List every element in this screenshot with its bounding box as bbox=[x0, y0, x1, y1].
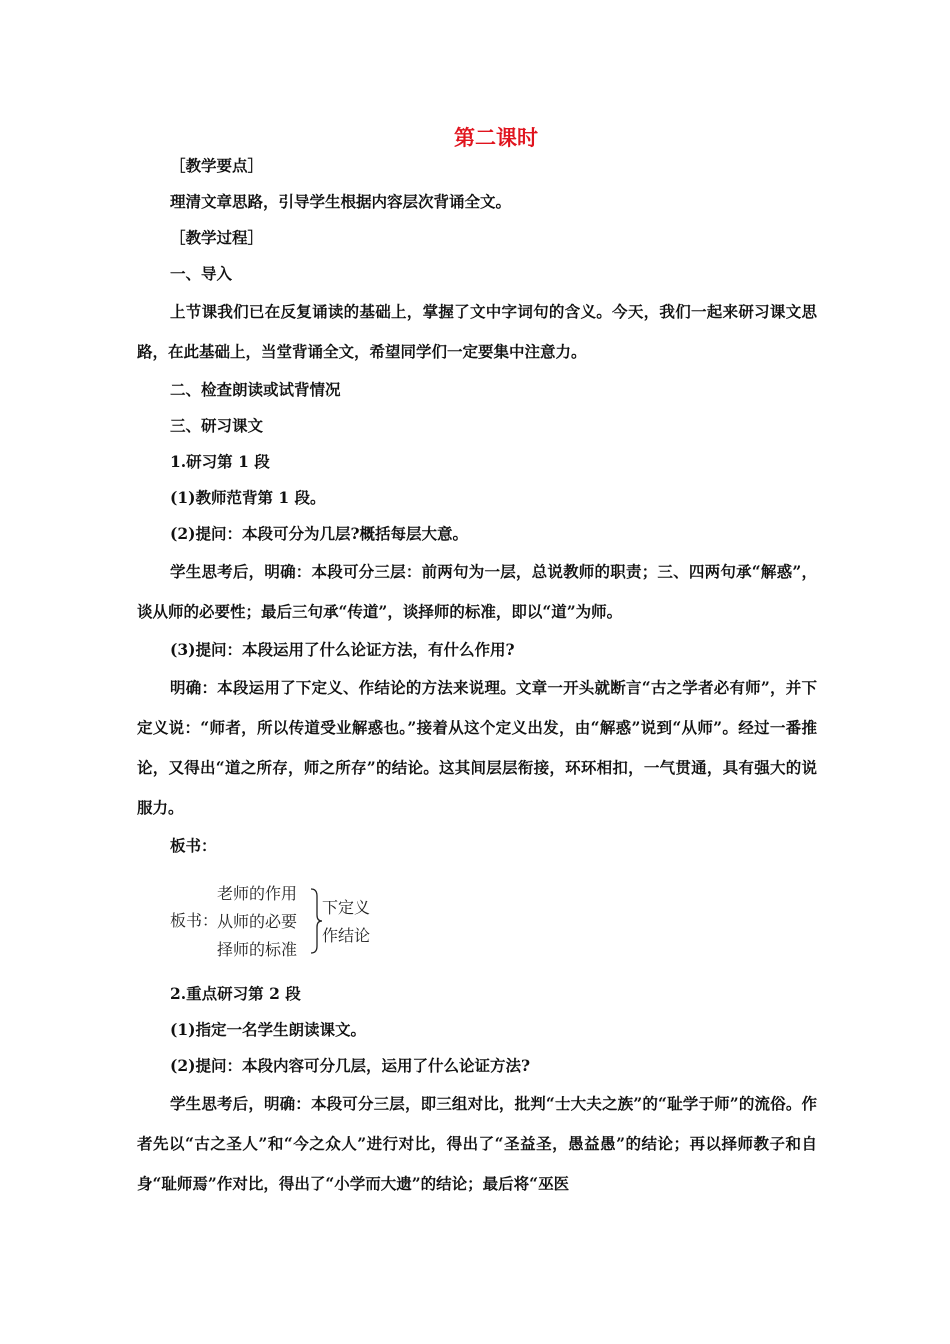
sub2-item1: (1)指定一名学生朗读课文。 bbox=[170, 1020, 366, 1039]
board-method: 下定义 bbox=[322, 898, 371, 917]
board-items bbox=[217, 880, 297, 964]
sub2-item2: (2)提问：本段内容可分几层，运用了什么论证方法? bbox=[170, 1056, 531, 1075]
blackboard-diagram bbox=[137, 868, 817, 972]
part1-heading: 一、导入 bbox=[170, 264, 233, 283]
part2-heading: 二、检查朗读或试背情况 bbox=[170, 380, 341, 399]
sub1-item2: (2)提问：本段可分为几层?概括每层大意。 bbox=[170, 524, 469, 543]
sub1-answer3: 明确：本段运用了下定义、作结论的方法来说理。文章一开头就断言“古之学者必有师”，并下定义说：“师者，所以传道受业解惑也。”接着从这个定义出发，由“解惑”说到“从师”。经过一番推论，又得出“道之所存，师之所存”的结论。这其间层层衔接，环环相扣，一气贯通，具有强大的说服力。 bbox=[137, 678, 817, 817]
board-item: 择师的标准 bbox=[217, 940, 298, 959]
board-methods bbox=[322, 894, 370, 950]
page-title: 第二课时 bbox=[454, 125, 538, 150]
teaching-points-label: ［教学要点］ bbox=[170, 156, 264, 175]
sub1-answer2: 学生思考后，明确：本段可分三层：前两句为一层，总说教师的职责；三、四两句承“解惑”，谈从师的必要性；最后三句承“传道”，谈择师的标准，即以“道”为师。 bbox=[137, 562, 817, 621]
right-brace-icon bbox=[309, 888, 323, 954]
board-method: 作结论 bbox=[322, 926, 371, 945]
part1-paragraph: 上节课我们已在反复诵读的基础上，掌握了文中字词句的含义。今天，我们一起来研习课文思路，在此基础上，当堂背诵全文，希望同学们一定要集中注意力。 bbox=[137, 302, 817, 361]
sub2-heading: 2.重点研习第 2 段 bbox=[170, 984, 301, 1003]
board-item: 从师的必要 bbox=[217, 912, 298, 931]
board-lead-text: 板书： bbox=[170, 911, 219, 930]
teaching-points-text: 理清文章思路，引导学生根据内容层次背诵全文。 bbox=[170, 192, 512, 211]
document-body bbox=[137, 148, 817, 1204]
board-item: 老师的作用 bbox=[217, 884, 298, 903]
sub1-item1: (1)教师范背第 1 段。 bbox=[170, 488, 326, 507]
board-label: 板书： bbox=[170, 836, 217, 855]
sub2-answer2: 学生思考后，明确：本段可分三层，即三组对比，批判“士大夫之族”的“耻学于师”的流俗。作者先以“古之圣人”和“今之众人”进行对比，得出了“圣益圣，愚益愚”的结论；再以择师教子和自身“耻师焉”作对比，得出了“小学而大遗”的结论；最后将“巫医 bbox=[137, 1094, 817, 1193]
teaching-process-label: ［教学过程］ bbox=[170, 228, 264, 247]
sub1-item3: (3)提问：本段运用了什么论证方法，有什么作用? bbox=[170, 640, 515, 659]
sub1-heading: 1.研习第 1 段 bbox=[170, 452, 270, 471]
part3-heading: 三、研习课文 bbox=[170, 416, 264, 435]
